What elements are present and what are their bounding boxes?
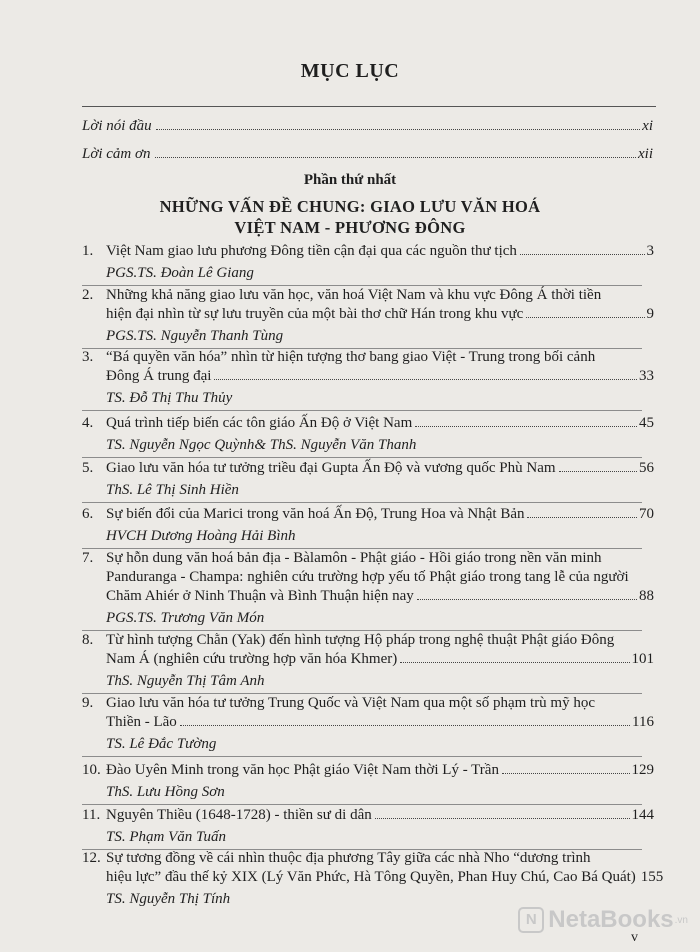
toc-entry-author: TS. Phạm Văn Tuấn bbox=[106, 829, 227, 845]
page-title: MỤC LỤC bbox=[300, 60, 400, 82]
toc-entry-title: Sự hỗn dung văn hoá bản địa - Bàlamôn - Phật giáo - Hồi giáo trong nền văn minh bbox=[106, 550, 602, 566]
page-number: v bbox=[631, 930, 638, 945]
toc-entry-line bbox=[82, 367, 654, 386]
dot-leader bbox=[520, 253, 645, 255]
toc-entry-line bbox=[82, 348, 654, 367]
toc-entry-title: Panduranga - Champa: nghiên cứu trường hợp yếu tố Phật giáo trong tang lễ của người bbox=[106, 569, 629, 585]
toc-entry-line bbox=[82, 650, 654, 669]
toc-entry-number: 5. bbox=[82, 460, 94, 476]
toc-entry-number: 8. bbox=[82, 632, 94, 648]
toc-entry-number: 11. bbox=[82, 807, 101, 823]
netabooks-logo-icon: N bbox=[518, 907, 544, 933]
toc-entry-line bbox=[82, 587, 654, 606]
dot-leader bbox=[155, 156, 636, 158]
entry-divider bbox=[82, 804, 642, 805]
toc-entry-page: 88 bbox=[639, 588, 654, 604]
toc-entry-title: Đông Á trung đại bbox=[106, 368, 212, 384]
header-divider bbox=[82, 106, 656, 107]
toc-entry-line bbox=[82, 868, 664, 887]
toc-entry-number: 7. bbox=[82, 550, 94, 566]
toc-entry-number: 3. bbox=[82, 349, 94, 365]
toc-entry-page: 45 bbox=[639, 415, 654, 431]
toc-entry-line bbox=[82, 568, 654, 587]
toc-entry-title: Từ hình tượng Chằn (Yak) đến hình tượng Hộ pháp trong nghệ thuật Phật giáo Đông bbox=[106, 632, 615, 648]
entry-divider bbox=[82, 457, 642, 458]
dot-leader bbox=[527, 516, 637, 518]
toc-entry-page: 101 bbox=[631, 651, 654, 667]
toc-entry-title: hiện đại nhìn từ sự lưu truyền của một bài thơ chữ Hán trong khu vực bbox=[106, 306, 524, 322]
toc-entry-number: 12. bbox=[82, 850, 101, 866]
toc-entry bbox=[82, 286, 654, 349]
toc-entry-author: TS. Lê Đắc Tường bbox=[106, 736, 217, 752]
toc-entry-title: Sự biến đổi của Marici trong văn hoá Ấn Độ, Trung Hoa và Nhật Bản bbox=[106, 506, 525, 522]
toc-entry-line bbox=[82, 713, 654, 732]
toc-entry-page: 3 bbox=[646, 243, 654, 259]
toc-entry-title: Đào Uyên Minh trong văn học Phật giáo Việt Nam thời Lý - Trần bbox=[106, 762, 499, 778]
dot-leader bbox=[180, 724, 630, 726]
toc-entry-line bbox=[82, 505, 654, 524]
front-matter-label: Lời cảm ơn bbox=[82, 146, 151, 162]
toc-entry-number: 1. bbox=[82, 243, 94, 259]
dot-leader bbox=[502, 772, 630, 774]
watermark-suffix: .vn bbox=[674, 914, 688, 926]
toc-entry bbox=[82, 414, 654, 458]
toc-entry bbox=[82, 348, 654, 411]
entry-divider bbox=[82, 410, 642, 411]
toc-entry-author: TS. Nguyễn Ngọc Quỳnh& ThS. Nguyễn Văn Thanh bbox=[106, 437, 417, 453]
toc-entry-page: 129 bbox=[631, 762, 654, 778]
toc-entry-line bbox=[82, 286, 654, 305]
part-label: Phần thứ nhất bbox=[303, 172, 397, 188]
front-matter-label: Lời nói đầu bbox=[82, 118, 152, 134]
toc-entry-number: 4. bbox=[82, 415, 94, 431]
toc-entry bbox=[82, 806, 654, 850]
toc-entry-title: Nam Á (nghiên cứu trường hợp văn hóa Khmer) bbox=[106, 651, 398, 667]
toc-entry-title: Giao lưu văn hóa tư tưởng triều đại Gupta Ấn Độ và vương quốc Phù Nam bbox=[106, 460, 556, 476]
dot-leader bbox=[375, 817, 630, 819]
toc-entry-page: 33 bbox=[639, 368, 654, 384]
dot-leader bbox=[526, 316, 644, 318]
watermark-text: NetaBooks bbox=[548, 906, 674, 933]
entry-divider bbox=[82, 756, 642, 757]
toc-entry-line bbox=[82, 459, 654, 478]
toc-entry-author: ThS. Lê Thị Sinh Hiền bbox=[106, 482, 239, 498]
toc-entry-page: 116 bbox=[632, 714, 654, 730]
toc-entry-title: Thiền - Lão bbox=[106, 714, 177, 730]
toc-entry-page: 9 bbox=[646, 306, 654, 322]
toc-entry bbox=[82, 849, 664, 909]
dot-leader bbox=[417, 598, 637, 600]
toc-entry-page: 144 bbox=[631, 807, 654, 823]
toc-entry bbox=[82, 549, 654, 631]
toc-entry-number: 6. bbox=[82, 506, 94, 522]
watermark bbox=[518, 906, 688, 934]
toc-entry-author: HVCH Dương Hoàng Hải Bình bbox=[106, 528, 296, 544]
toc-entry-line bbox=[82, 305, 654, 324]
toc-entry-title: Nguyên Thiều (1648-1728) - thiền sư di dân bbox=[106, 807, 372, 823]
toc-entry bbox=[82, 459, 654, 503]
toc-entry-author: PGS.TS. Nguyễn Thanh Tùng bbox=[106, 328, 284, 344]
front-matter-acknowledgements bbox=[82, 146, 653, 163]
front-matter-preface bbox=[82, 118, 653, 135]
toc-entry-line bbox=[82, 414, 654, 433]
toc-entry-title: hiệu lực” đầu thế kỷ XIX (Lý Văn Phức, Hà Tông Quyền, Phan Huy Chú, Cao Bá Quát) bbox=[106, 869, 636, 885]
dot-leader bbox=[559, 470, 637, 472]
dot-leader bbox=[415, 425, 637, 427]
toc-entry-author: PGS.TS. Đoàn Lê Giang bbox=[106, 265, 254, 281]
toc-entry-line bbox=[82, 242, 654, 261]
toc-entry-author: PGS.TS. Trương Văn Món bbox=[106, 610, 265, 626]
toc-entry-page: 56 bbox=[639, 460, 654, 476]
entry-divider bbox=[82, 502, 642, 503]
toc-entry-page: 70 bbox=[639, 506, 654, 522]
toc-entry-number: 2. bbox=[82, 287, 94, 303]
toc-entry-title: Giao lưu văn hóa tư tưởng Trung Quốc và Việt Nam qua một số phạm trù mỹ học bbox=[106, 695, 596, 711]
toc-entry bbox=[82, 631, 654, 694]
toc-entry-number: 9. bbox=[82, 695, 94, 711]
toc-entry-title: Chăm Ahiér ở Ninh Thuận và Bình Thuận hiện nay bbox=[106, 588, 414, 604]
toc-entry-line bbox=[82, 806, 654, 825]
toc-entry-author: ThS. Nguyễn Thị Tâm Anh bbox=[106, 673, 265, 689]
toc-entry-title: Sự tương đồng về cái nhìn thuộc địa phương Tây giữa các nhà Nho “dương trình bbox=[106, 850, 591, 866]
toc-entry-author: ThS. Lưu Hồng Sơn bbox=[106, 784, 225, 800]
part-heading-line-2: VIỆT NAM - PHƯƠNG ĐÔNG bbox=[234, 218, 466, 237]
dot-leader bbox=[214, 378, 637, 380]
part-heading-line-1: NHỮNG VẤN ĐỀ CHUNG: GIAO LƯU VĂN HOÁ bbox=[159, 197, 541, 216]
toc-entry-title: Việt Nam giao lưu phương Đông tiền cận đại qua các nguồn thư tịch bbox=[106, 243, 517, 259]
toc-entry-line bbox=[82, 849, 654, 868]
toc-entry bbox=[82, 694, 654, 757]
toc-entry-title: Quá trình tiếp biến các tôn giáo Ấn Độ ở Việt Nam bbox=[106, 415, 413, 431]
toc-entry-line bbox=[82, 694, 654, 713]
toc-entry-author: TS. Nguyễn Thị Tính bbox=[106, 891, 231, 907]
toc-entry-number: 10. bbox=[82, 762, 101, 778]
toc-entry bbox=[82, 242, 654, 286]
toc-entry-page: 155 bbox=[640, 869, 664, 885]
dot-leader bbox=[156, 128, 640, 130]
toc-entry-title: “Bá quyền văn hóa” nhìn từ hiện tượng thơ bang giao Việt - Trung trong bối cảnh bbox=[106, 349, 596, 365]
dot-leader bbox=[400, 661, 629, 663]
front-matter-page: xi bbox=[642, 118, 653, 134]
toc-entry bbox=[82, 761, 654, 805]
toc-entry-line bbox=[82, 549, 654, 568]
toc-entry-author: TS. Đỗ Thị Thu Thủy bbox=[106, 390, 233, 406]
front-matter-page: xii bbox=[638, 146, 653, 162]
toc-entry-line bbox=[82, 761, 654, 780]
toc-entry bbox=[82, 505, 654, 549]
toc-entry-title: Những khả năng giao lưu văn học, văn hoá Việt Nam và khu vực Đông Á thời tiền bbox=[106, 287, 602, 303]
toc-entry-line bbox=[82, 631, 654, 650]
